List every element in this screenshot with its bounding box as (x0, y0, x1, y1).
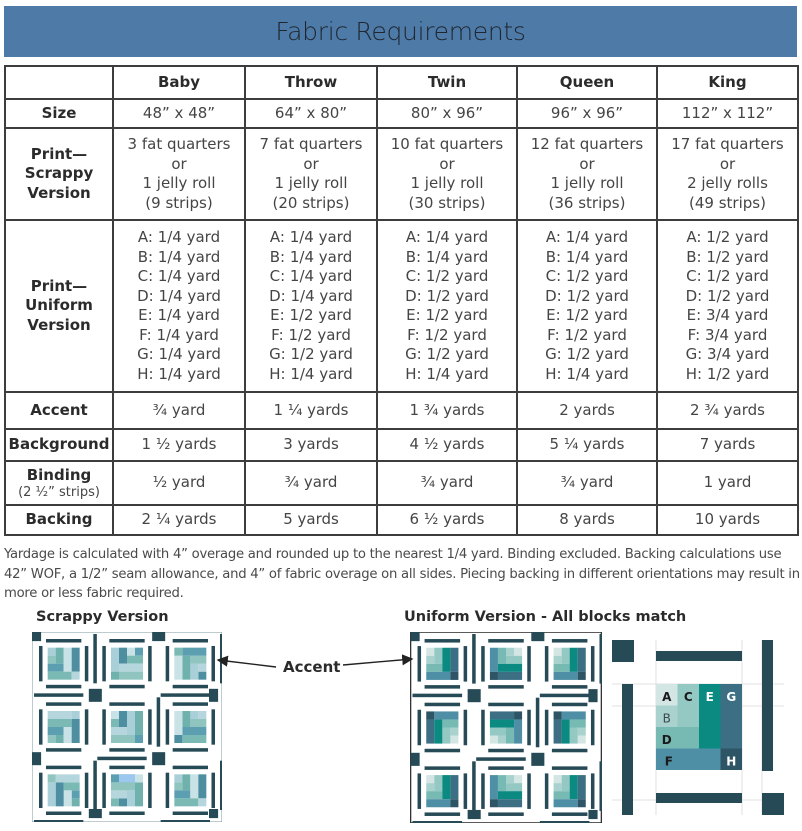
accent-callout-label: Accent (283, 658, 341, 676)
cell-line: 112” x 112” (681, 103, 774, 122)
cell-baby (113, 220, 245, 392)
cell-line: D: 1/4 yard (269, 286, 353, 305)
cell-line: (36 strips) (548, 193, 626, 212)
cell-line: 96” x 96” (550, 103, 624, 122)
row-label (5, 429, 113, 461)
cell-line: F: 1/4 yard (139, 325, 219, 344)
cell-queen (517, 392, 657, 429)
cell-queen (517, 505, 657, 535)
cell-line: 7 fat quarters (259, 135, 363, 153)
cell-line: F: 1/2 yard (547, 325, 627, 344)
cell-twin (377, 220, 517, 392)
svg-text:F: F (664, 754, 674, 769)
cell-throw (245, 461, 377, 505)
cell-line: H: 1/4 yard (137, 364, 221, 383)
cell-line: 1 jelly roll (550, 174, 624, 192)
cell-line: C: 1/4 yard (269, 267, 353, 285)
cell-line: 1 jelly roll (142, 174, 216, 192)
cell-line: (9 strips) (145, 193, 213, 212)
cell-line: 64” x 80” (274, 103, 348, 122)
cell-throw (245, 220, 377, 392)
cell-queen (517, 429, 657, 461)
svg-text:E: E (705, 689, 714, 704)
cell-line: E: 1/2 yard (406, 306, 488, 324)
cell-line: 1 ¹⁄₄ yards (273, 400, 349, 419)
cell-line: B: 1/4 yard (405, 247, 489, 266)
cell-line: H: 1/2 yard (685, 364, 770, 383)
column-header-throw: Throw (245, 66, 377, 99)
cell-line: 10 yards (694, 510, 761, 529)
cell-baby (113, 128, 245, 220)
uniform-version-title: Uniform Version - All blocks match (404, 609, 687, 625)
cell-line: 1 yard (703, 473, 752, 492)
table-row (5, 128, 798, 220)
cell-line: E: 1/4 yard (138, 306, 220, 324)
cell-line: A: 1/4 yard (405, 228, 489, 246)
row-label-text: Binding (26, 465, 92, 484)
row-label-line: Print— (30, 276, 88, 295)
row-label-text: Accent (30, 400, 88, 419)
row-label-text: Background (8, 435, 110, 454)
cell-line: 17 fat quarters (671, 135, 784, 153)
cell-line: D: 1/2 yard (545, 286, 629, 305)
cell-queen (517, 99, 657, 128)
cell-line: E: 1/2 yard (270, 306, 352, 324)
cell-line: 1 jelly roll (410, 174, 484, 192)
cell-line: 1 jelly roll (274, 174, 348, 192)
column-header-queen: Queen (517, 66, 657, 99)
cell-king (657, 429, 798, 461)
cell-throw (245, 128, 377, 220)
cell-line: D: 1/2 yard (685, 286, 770, 305)
cell-line: 2 ¹⁄₄ yards (141, 510, 217, 529)
row-label (5, 461, 113, 505)
cell-line: E: 3/4 yard (686, 306, 769, 324)
cell-line: G: 1/4 yard (137, 345, 221, 363)
row-label (5, 505, 113, 535)
cell-line: H: 1/4 yard (405, 364, 489, 383)
table-row (5, 99, 798, 128)
row-sublabel: (2 ¹⁄₂” strips) (18, 485, 100, 501)
cell-line: 4 ¹⁄₂ yards (409, 435, 485, 454)
cell-line: or (719, 154, 736, 173)
cell-king (657, 128, 798, 220)
cell-throw (245, 429, 377, 461)
uniform-quilt-illustration (410, 632, 602, 823)
cell-line: 48” x 48” (142, 103, 216, 122)
table-row (5, 461, 798, 505)
cell-king (657, 99, 798, 128)
header-row (5, 66, 798, 99)
cell-line: ³⁄₄ yard (152, 400, 206, 419)
scrappy-quilt-illustration (32, 632, 222, 822)
cell-line: 80” x 96” (410, 103, 484, 122)
cell-line: G: 1/2 yard (405, 345, 489, 363)
cell-throw (245, 505, 377, 535)
cell-throw (245, 392, 377, 429)
row-label-line: Print— (30, 144, 88, 163)
cell-baby (113, 461, 245, 505)
cell-line: ¹⁄₂ yard (152, 473, 206, 492)
cell-line: ³⁄₄ yard (560, 473, 614, 492)
cell-king (657, 392, 798, 429)
cell-baby (113, 99, 245, 128)
cell-line: 10 fat quarters (390, 135, 504, 153)
row-label-line: Version (27, 315, 91, 334)
svg-text:H: H (726, 754, 737, 769)
cell-line: B: 1/4 yard (545, 247, 629, 266)
row-label-text: Backing (25, 510, 93, 529)
uniform-block-detail-diagram (612, 640, 784, 815)
cell-line: F: 1/2 yard (407, 325, 487, 344)
cell-queen (517, 461, 657, 505)
cell-line: 1 ³⁄₄ yards (409, 400, 485, 419)
fabric-requirements-table (4, 65, 799, 536)
cell-line: G: 1/2 yard (545, 345, 629, 363)
cell-line: B: 1/4 yard (269, 247, 353, 266)
cell-line: D: 1/2 yard (405, 286, 489, 305)
cell-line: A: 1/2 yard (686, 228, 769, 246)
cell-line: 8 yards (559, 510, 615, 529)
cell-line: 2 jelly rolls (687, 174, 768, 192)
cell-king (657, 505, 798, 535)
cell-line: 1 ¹⁄₂ yards (141, 435, 217, 454)
cell-line: C: 1/4 yard (137, 267, 221, 285)
cell-queen (517, 220, 657, 392)
cell-line: (49 strips) (689, 193, 766, 212)
svg-text:G: G (726, 689, 737, 704)
cell-twin (377, 461, 517, 505)
cell-line: 5 yards (283, 510, 339, 529)
cell-line: A: 1/4 yard (545, 228, 629, 246)
cell-baby (113, 429, 245, 461)
cell-line: G: 3/4 yard (685, 345, 770, 363)
cell-line: D: 1/4 yard (137, 286, 221, 305)
cell-line: 5 ¹⁄₄ yards (549, 435, 625, 454)
row-label (5, 128, 113, 220)
cell-line: C: 1/2 yard (686, 267, 769, 285)
cell-line: 3 fat quarters (127, 135, 231, 153)
cell-line: 7 yards (699, 435, 756, 454)
title-banner (4, 6, 797, 57)
cell-king (657, 220, 798, 392)
cell-line: A: 1/4 yard (269, 228, 353, 246)
cell-throw (245, 99, 377, 128)
cell-line: A: 1/4 yard (137, 228, 221, 246)
cell-twin (377, 429, 517, 461)
cell-twin (377, 128, 517, 220)
cell-line: or (303, 154, 319, 173)
table-row (5, 429, 798, 461)
svg-text:A: A (662, 689, 672, 704)
cell-line: (30 strips) (408, 193, 486, 212)
row-label-line: Scrappy (24, 164, 94, 183)
cell-line: ³⁄₄ yard (284, 473, 338, 492)
cell-line: B: 1/4 yard (137, 247, 221, 266)
cell-line: F: 3/4 yard (687, 325, 768, 344)
cell-line: 2 ³⁄₄ yards (690, 400, 765, 419)
svg-text:D: D (661, 732, 672, 747)
cell-baby (113, 392, 245, 429)
row-label (5, 392, 113, 429)
cell-line: 12 fat quarters (530, 135, 644, 153)
cell-line: H: 1/4 yard (269, 364, 353, 383)
cell-king (657, 461, 798, 505)
cell-line: H: 1/4 yard (545, 364, 629, 383)
row-label-line: Version (27, 183, 91, 202)
row-label (5, 99, 113, 128)
cell-line: C: 1/2 yard (405, 267, 489, 285)
cell-line: or (439, 154, 455, 173)
cell-line: ³⁄₄ yard (420, 473, 474, 492)
cell-line: (20 strips) (272, 193, 350, 212)
page-title: Fabric Requirements (275, 17, 526, 46)
arrow-left-icon (218, 660, 276, 667)
column-header-baby: Baby (113, 66, 245, 99)
column-header-king: King (657, 66, 798, 99)
cell-line: B: 1/2 yard (686, 247, 769, 266)
cell-line: or (171, 154, 187, 173)
cell-line: E: 1/2 yard (546, 306, 628, 324)
cell-line: G: 1/2 yard (269, 345, 353, 363)
column-header-twin: Twin (377, 66, 517, 99)
yardage-note: Yardage is calculated with 4” overage and rounded up to the nearest 1/4 yard. Binding excluded. Backing calculations use 42” WOF, a 1/2” seam allowance, and 4” of fabric overage on all sides. Piecing backing in different orientations may result in more or less fabric required. (4, 547, 800, 602)
cell-line: F: 1/2 yard (271, 325, 351, 344)
cell-line: 3 yards (283, 435, 339, 454)
cell-line: 6 ¹⁄₂ yards (409, 510, 485, 529)
cell-baby (113, 505, 245, 535)
cell-twin (377, 99, 517, 128)
column-header-empty (5, 66, 113, 99)
arrow-right-icon (343, 659, 412, 665)
row-label-text: Size (41, 103, 77, 122)
cell-line: or (579, 154, 595, 173)
cell-line: C: 1/2 yard (545, 267, 629, 285)
cell-line: 2 yards (559, 400, 615, 419)
cell-twin (377, 505, 517, 535)
table-row (5, 392, 798, 429)
row-label-line: Uniform (25, 296, 93, 315)
table-row (5, 220, 798, 392)
scrappy-version-title: Scrappy Version (36, 609, 169, 625)
svg-text:C: C (683, 689, 693, 704)
row-label (5, 220, 113, 392)
svg-text:B: B (662, 711, 671, 726)
table-row (5, 505, 798, 535)
cell-twin (377, 392, 517, 429)
cell-queen (517, 128, 657, 220)
